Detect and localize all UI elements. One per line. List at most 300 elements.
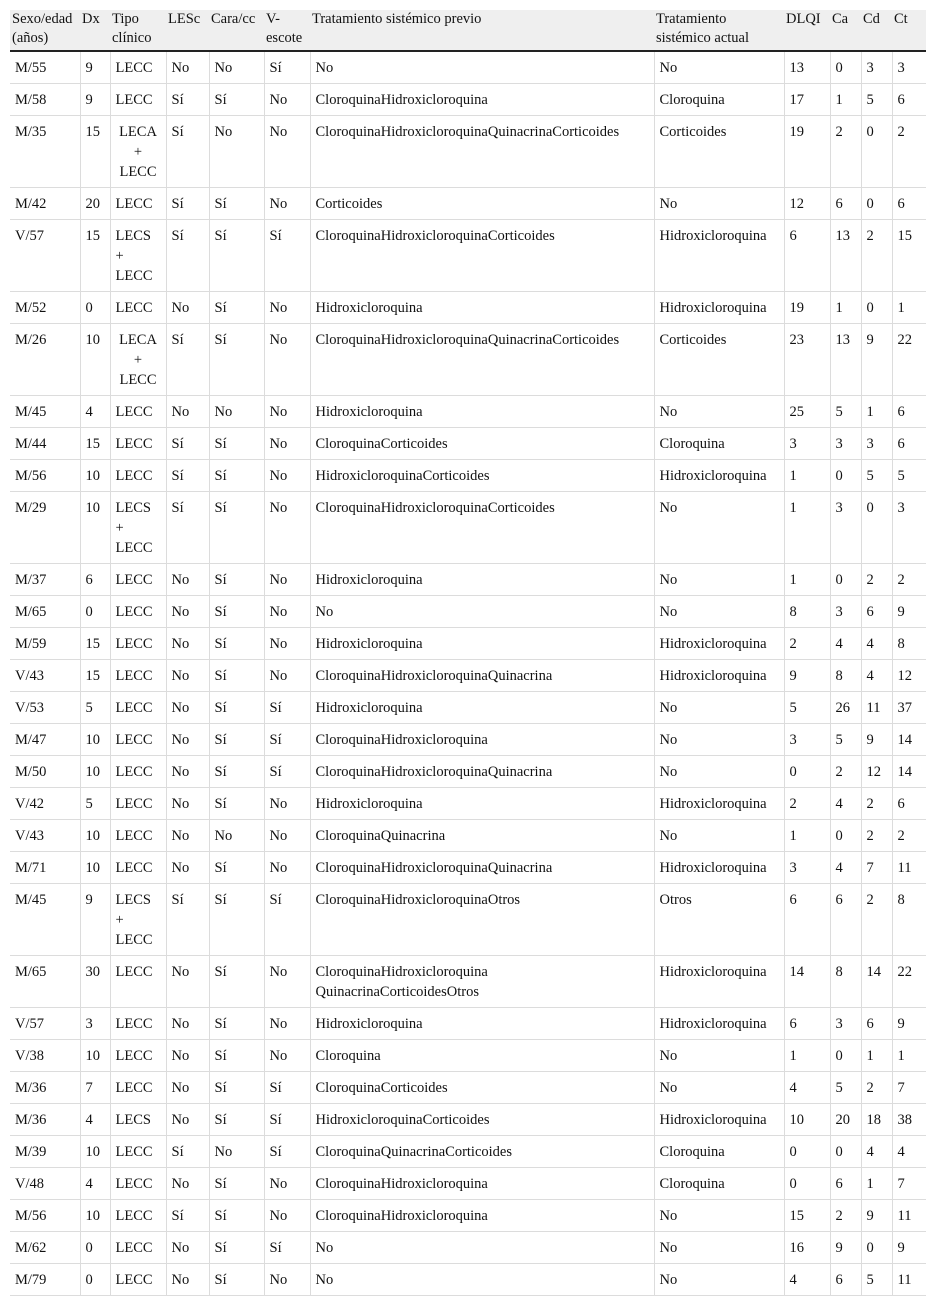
cell-tipo-clinico: LECC <box>110 84 166 116</box>
cell-cd: 1 <box>861 1168 892 1200</box>
cell-sexo-edad: V/43 <box>10 660 80 692</box>
cell-ca: 5 <box>830 724 861 756</box>
cell-dx: 15 <box>80 220 110 292</box>
cell-tratamiento-actual: Hidroxicloroquina <box>654 460 784 492</box>
cell-ca: 0 <box>830 1136 861 1168</box>
cell-lesc: No <box>166 1168 209 1200</box>
cell-tratamiento-previo: CloroquinaHidroxicloroquina <box>310 724 654 756</box>
cell-lesc: No <box>166 956 209 1008</box>
cell-cara-cc: Sí <box>209 692 264 724</box>
cell-ca: 6 <box>830 884 861 956</box>
cell-ca: 2 <box>830 756 861 788</box>
cell-ct: 14 <box>892 756 926 788</box>
cell-cd: 2 <box>861 220 892 292</box>
cell-lesc: Sí <box>166 1200 209 1232</box>
cell-tratamiento-previo: No <box>310 596 654 628</box>
cell-cd: 18 <box>861 1104 892 1136</box>
cell-v-escote: Sí <box>264 724 310 756</box>
cell-dlqi: 3 <box>784 428 830 460</box>
cell-sexo-edad: V/38 <box>10 1040 80 1072</box>
cell-tipo-clinico: LECC <box>110 756 166 788</box>
cell-tratamiento-previo: CloroquinaHidroxicloroquinaQuinacrinaCorticoides <box>310 324 654 396</box>
cell-dlqi: 6 <box>784 1008 830 1040</box>
cell-v-escote: Sí <box>264 51 310 84</box>
cell-dx: 10 <box>80 852 110 884</box>
cell-tratamiento-previo: Hidroxicloroquina <box>310 564 654 596</box>
cell-dx: 5 <box>80 692 110 724</box>
cell-v-escote: Sí <box>264 220 310 292</box>
cell-ct: 8 <box>892 884 926 956</box>
cell-cara-cc: Sí <box>209 956 264 1008</box>
header-dx: Dx <box>80 10 110 51</box>
cell-tratamiento-actual: No <box>654 188 784 220</box>
cell-lesc: No <box>166 628 209 660</box>
cell-tratamiento-previo: CloroquinaHidroxicloroquinaQuinacrina <box>310 660 654 692</box>
header-ca: Ca <box>830 10 861 51</box>
cell-tipo-clinico: LECC <box>110 788 166 820</box>
cell-sexo-edad: M/71 <box>10 852 80 884</box>
cell-tratamiento-previo: CloroquinaHidroxicloroquina <box>310 1200 654 1232</box>
cell-dx: 9 <box>80 84 110 116</box>
cell-dlqi: 4 <box>784 1072 830 1104</box>
cell-cd: 5 <box>861 1264 892 1296</box>
table-row <box>10 188 926 220</box>
cell-dlqi: 2 <box>784 788 830 820</box>
cell-v-escote: Sí <box>264 1072 310 1104</box>
cell-cara-cc: Sí <box>209 324 264 396</box>
cell-ct: 6 <box>892 84 926 116</box>
cell-ct: 15 <box>892 220 926 292</box>
cell-sexo-edad: M/50 <box>10 756 80 788</box>
cell-tipo-clinico: LECC <box>110 820 166 852</box>
cell-sexo-edad: M/62 <box>10 1232 80 1264</box>
cell-cara-cc: Sí <box>209 1072 264 1104</box>
cell-ca: 3 <box>830 492 861 564</box>
cell-v-escote: No <box>264 1008 310 1040</box>
cell-lesc: No <box>166 1264 209 1296</box>
cell-ct: 6 <box>892 396 926 428</box>
cell-cd: 0 <box>861 188 892 220</box>
cell-cara-cc: Sí <box>209 756 264 788</box>
table-row <box>10 852 926 884</box>
cell-v-escote: No <box>264 1200 310 1232</box>
cell-sexo-edad: M/56 <box>10 1200 80 1232</box>
cell-tratamiento-actual: No <box>654 724 784 756</box>
cell-tipo-clinico: LECC <box>110 956 166 1008</box>
cell-tratamiento-actual: No <box>654 492 784 564</box>
cell-dx: 4 <box>80 396 110 428</box>
header-dlqi: DLQI <box>784 10 830 51</box>
cell-dx: 20 <box>80 188 110 220</box>
cell-tratamiento-previo: No <box>310 1232 654 1264</box>
cell-v-escote: No <box>264 1168 310 1200</box>
cell-tipo-clinico: LECC <box>110 1040 166 1072</box>
cell-ct: 3 <box>892 51 926 84</box>
cell-ct: 6 <box>892 428 926 460</box>
cell-tratamiento-previo: Hidroxicloroquina <box>310 1008 654 1040</box>
table-row <box>10 220 926 292</box>
table-row <box>10 324 926 396</box>
cell-dx: 0 <box>80 292 110 324</box>
cell-cd: 5 <box>861 84 892 116</box>
cell-dx: 15 <box>80 116 110 188</box>
cell-ca: 2 <box>830 116 861 188</box>
cell-dlqi: 4 <box>784 1264 830 1296</box>
cell-lesc: No <box>166 292 209 324</box>
table-row <box>10 564 926 596</box>
header-cd: Cd <box>861 10 892 51</box>
cell-v-escote: Sí <box>264 1104 310 1136</box>
cell-cd: 2 <box>861 1072 892 1104</box>
cell-cd: 14 <box>861 956 892 1008</box>
cell-cara-cc: Sí <box>209 884 264 956</box>
cell-cd: 4 <box>861 628 892 660</box>
cell-tipo-clinico: LECS <box>110 1104 166 1136</box>
cell-tipo-clinico: LECC <box>110 1136 166 1168</box>
cell-cara-cc: No <box>209 820 264 852</box>
cell-v-escote: No <box>264 564 310 596</box>
cell-dlqi: 25 <box>784 396 830 428</box>
cell-cara-cc: No <box>209 1136 264 1168</box>
cell-dlqi: 14 <box>784 956 830 1008</box>
cell-tratamiento-actual: Hidroxicloroquina <box>654 220 784 292</box>
cell-tratamiento-actual: Hidroxicloroquina <box>654 628 784 660</box>
cell-ct: 22 <box>892 956 926 1008</box>
cell-sexo-edad: V/57 <box>10 1008 80 1040</box>
cell-v-escote: Sí <box>264 692 310 724</box>
cell-ca: 4 <box>830 788 861 820</box>
cell-ct: 2 <box>892 820 926 852</box>
cell-cara-cc: Sí <box>209 660 264 692</box>
cell-dlqi: 12 <box>784 188 830 220</box>
cell-tipo-clinico: LECC <box>110 292 166 324</box>
table-row <box>10 724 926 756</box>
cell-dlqi: 8 <box>784 596 830 628</box>
cell-cd: 2 <box>861 820 892 852</box>
cell-tipo-clinico: LECC <box>110 1200 166 1232</box>
cell-dx: 5 <box>80 788 110 820</box>
patients-table <box>10 10 926 1296</box>
cell-lesc: No <box>166 756 209 788</box>
cell-lesc: Sí <box>166 460 209 492</box>
cell-v-escote: No <box>264 292 310 324</box>
cell-sexo-edad: V/57 <box>10 220 80 292</box>
cell-dx: 7 <box>80 1072 110 1104</box>
cell-tratamiento-actual: No <box>654 1264 784 1296</box>
cell-cd: 9 <box>861 324 892 396</box>
cell-cd: 2 <box>861 884 892 956</box>
cell-v-escote: No <box>264 1040 310 1072</box>
cell-dlqi: 0 <box>784 1136 830 1168</box>
cell-tratamiento-previo: CloroquinaHidroxicloroquinaOtros <box>310 884 654 956</box>
cell-tratamiento-actual: Hidroxicloroquina <box>654 660 784 692</box>
cell-dx: 0 <box>80 596 110 628</box>
cell-ca: 1 <box>830 292 861 324</box>
cell-sexo-edad: M/45 <box>10 884 80 956</box>
cell-sexo-edad: M/45 <box>10 396 80 428</box>
cell-lesc: No <box>166 596 209 628</box>
cell-tipo-clinico: LECC <box>110 188 166 220</box>
cell-tipo-clinico: LECC <box>110 660 166 692</box>
table-row <box>10 788 926 820</box>
cell-dlqi: 2 <box>784 628 830 660</box>
cell-cd: 0 <box>861 292 892 324</box>
cell-tratamiento-actual: No <box>654 564 784 596</box>
cell-tipo-clinico: LECC <box>110 628 166 660</box>
cell-tratamiento-actual: Cloroquina <box>654 1168 784 1200</box>
cell-lesc: No <box>166 692 209 724</box>
cell-lesc: No <box>166 51 209 84</box>
table-row <box>10 756 926 788</box>
cell-ca: 6 <box>830 188 861 220</box>
cell-v-escote: No <box>264 820 310 852</box>
cell-lesc: Sí <box>166 116 209 188</box>
cell-tipo-clinico: LECC <box>110 1264 166 1296</box>
cell-dlqi: 1 <box>784 460 830 492</box>
cell-dx: 10 <box>80 460 110 492</box>
cell-cara-cc: Sí <box>209 428 264 460</box>
cell-v-escote: No <box>264 660 310 692</box>
cell-tratamiento-actual: No <box>654 51 784 84</box>
cell-tipo-clinico: LECC <box>110 724 166 756</box>
table-row <box>10 84 926 116</box>
cell-dx: 4 <box>80 1168 110 1200</box>
cell-ca: 13 <box>830 220 861 292</box>
cell-dx: 10 <box>80 1200 110 1232</box>
cell-cara-cc: Sí <box>209 292 264 324</box>
table-row <box>10 1072 926 1104</box>
cell-lesc: No <box>166 1232 209 1264</box>
header-tipo-clinico: Tipo clínico <box>110 10 166 51</box>
cell-tratamiento-actual: Hidroxicloroquina <box>654 788 784 820</box>
cell-dlqi: 3 <box>784 724 830 756</box>
cell-ca: 0 <box>830 460 861 492</box>
cell-ca: 5 <box>830 1072 861 1104</box>
cell-dx: 15 <box>80 628 110 660</box>
table-row <box>10 1264 926 1296</box>
cell-ca: 1 <box>830 84 861 116</box>
cell-cd: 2 <box>861 788 892 820</box>
cell-v-escote: No <box>264 628 310 660</box>
cell-dlqi: 1 <box>784 564 830 596</box>
table-row <box>10 116 926 188</box>
cell-dlqi: 9 <box>784 660 830 692</box>
cell-dx: 10 <box>80 820 110 852</box>
cell-cara-cc: No <box>209 51 264 84</box>
cell-dlqi: 19 <box>784 116 830 188</box>
cell-dx: 10 <box>80 492 110 564</box>
cell-lesc: Sí <box>166 188 209 220</box>
cell-dx: 15 <box>80 428 110 460</box>
cell-cd: 4 <box>861 1136 892 1168</box>
cell-ct: 12 <box>892 660 926 692</box>
cell-tipo-clinico: LECC <box>110 596 166 628</box>
cell-tratamiento-previo: CloroquinaHidroxicloroquinaQuinacrina <box>310 756 654 788</box>
cell-v-escote: Sí <box>264 1232 310 1264</box>
table-row <box>10 1200 926 1232</box>
cell-dlqi: 13 <box>784 51 830 84</box>
cell-tratamiento-previo: CloroquinaCorticoides <box>310 428 654 460</box>
cell-tratamiento-previo: CloroquinaQuinacrina <box>310 820 654 852</box>
cell-tratamiento-previo: CloroquinaHidroxicloroquina <box>310 1168 654 1200</box>
cell-tipo-clinico: LECC <box>110 1008 166 1040</box>
table-row <box>10 660 926 692</box>
cell-tipo-clinico: LECA + LECC <box>110 324 166 396</box>
cell-sexo-edad: M/56 <box>10 460 80 492</box>
cell-v-escote: No <box>264 852 310 884</box>
cell-v-escote: No <box>264 84 310 116</box>
cell-dlqi: 19 <box>784 292 830 324</box>
cell-ct: 22 <box>892 324 926 396</box>
cell-ct: 5 <box>892 460 926 492</box>
cell-tratamiento-actual: Hidroxicloroquina <box>654 1104 784 1136</box>
cell-ca: 4 <box>830 628 861 660</box>
cell-ct: 6 <box>892 188 926 220</box>
cell-cd: 5 <box>861 460 892 492</box>
cell-sexo-edad: M/36 <box>10 1072 80 1104</box>
cell-lesc: Sí <box>166 492 209 564</box>
cell-ct: 9 <box>892 596 926 628</box>
cell-dx: 0 <box>80 1232 110 1264</box>
cell-v-escote: Sí <box>264 884 310 956</box>
cell-tratamiento-previo: Cloroquina <box>310 1040 654 1072</box>
cell-cara-cc: Sí <box>209 492 264 564</box>
cell-ca: 6 <box>830 1168 861 1200</box>
cell-cd: 2 <box>861 564 892 596</box>
cell-v-escote: No <box>264 492 310 564</box>
cell-tratamiento-actual: Hidroxicloroquina <box>654 1008 784 1040</box>
cell-cd: 0 <box>861 1232 892 1264</box>
cell-lesc: No <box>166 852 209 884</box>
cell-sexo-edad: M/44 <box>10 428 80 460</box>
cell-tratamiento-actual: Cloroquina <box>654 1136 784 1168</box>
cell-cd: 6 <box>861 596 892 628</box>
cell-cara-cc: Sí <box>209 1104 264 1136</box>
cell-v-escote: No <box>264 324 310 396</box>
cell-dx: 3 <box>80 1008 110 1040</box>
cell-ct: 9 <box>892 1232 926 1264</box>
cell-lesc: No <box>166 1072 209 1104</box>
cell-lesc: No <box>166 660 209 692</box>
cell-ca: 20 <box>830 1104 861 1136</box>
cell-tipo-clinico: LECS + LECC <box>110 220 166 292</box>
cell-tipo-clinico: LECC <box>110 1168 166 1200</box>
document-page <box>10 10 926 1296</box>
cell-sexo-edad: M/37 <box>10 564 80 596</box>
cell-cd: 11 <box>861 692 892 724</box>
cell-lesc: No <box>166 1104 209 1136</box>
cell-cara-cc: Sí <box>209 788 264 820</box>
cell-tipo-clinico: LECC <box>110 1232 166 1264</box>
cell-v-escote: No <box>264 396 310 428</box>
cell-v-escote: No <box>264 188 310 220</box>
cell-cara-cc: Sí <box>209 1008 264 1040</box>
cell-sexo-edad: M/58 <box>10 84 80 116</box>
cell-sexo-edad: M/26 <box>10 324 80 396</box>
cell-tipo-clinico: LECC <box>110 428 166 460</box>
cell-dx: 0 <box>80 1264 110 1296</box>
cell-tipo-clinico: LECC <box>110 1072 166 1104</box>
cell-v-escote: No <box>264 956 310 1008</box>
table-row <box>10 51 926 84</box>
cell-lesc: Sí <box>166 884 209 956</box>
cell-v-escote: No <box>264 1264 310 1296</box>
cell-tratamiento-previo: Hidroxicloroquina <box>310 396 654 428</box>
cell-tratamiento-previo: Hidroxicloroquina <box>310 692 654 724</box>
cell-dx: 6 <box>80 564 110 596</box>
cell-ct: 9 <box>892 1008 926 1040</box>
cell-tratamiento-previo: CloroquinaHidroxicloroquina QuinacrinaCorticoidesOtros <box>310 956 654 1008</box>
cell-ca: 26 <box>830 692 861 724</box>
cell-tipo-clinico: LECC <box>110 852 166 884</box>
cell-ca: 6 <box>830 1264 861 1296</box>
cell-lesc: No <box>166 396 209 428</box>
cell-lesc: No <box>166 788 209 820</box>
cell-tipo-clinico: LECC <box>110 460 166 492</box>
cell-lesc: No <box>166 724 209 756</box>
cell-sexo-edad: M/47 <box>10 724 80 756</box>
cell-cara-cc: Sí <box>209 564 264 596</box>
cell-tratamiento-previo: CloroquinaQuinacrinaCorticoides <box>310 1136 654 1168</box>
cell-ct: 1 <box>892 1040 926 1072</box>
cell-tratamiento-actual: No <box>654 692 784 724</box>
table-row <box>10 396 926 428</box>
cell-dlqi: 5 <box>784 692 830 724</box>
cell-cd: 1 <box>861 1040 892 1072</box>
cell-lesc: No <box>166 820 209 852</box>
cell-sexo-edad: V/43 <box>10 820 80 852</box>
cell-tratamiento-previo: CloroquinaHidroxicloroquinaQuinacrinaCorticoides <box>310 116 654 188</box>
table-row <box>10 492 926 564</box>
cell-lesc: Sí <box>166 84 209 116</box>
cell-tratamiento-previo: CloroquinaCorticoides <box>310 1072 654 1104</box>
cell-cara-cc: No <box>209 116 264 188</box>
cell-ca: 0 <box>830 1040 861 1072</box>
cell-v-escote: Sí <box>264 1136 310 1168</box>
cell-tratamiento-actual: No <box>654 820 784 852</box>
cell-cd: 4 <box>861 660 892 692</box>
cell-cara-cc: Sí <box>209 1264 264 1296</box>
cell-tratamiento-previo: Corticoides <box>310 188 654 220</box>
cell-tratamiento-actual: Cloroquina <box>654 84 784 116</box>
cell-ct: 6 <box>892 788 926 820</box>
cell-tratamiento-actual: Cloroquina <box>654 428 784 460</box>
cell-sexo-edad: M/65 <box>10 956 80 1008</box>
cell-tratamiento-previo: Hidroxicloroquina <box>310 292 654 324</box>
cell-dlqi: 16 <box>784 1232 830 1264</box>
cell-ct: 11 <box>892 1200 926 1232</box>
cell-cara-cc: Sí <box>209 852 264 884</box>
table-row <box>10 1008 926 1040</box>
table-row <box>10 884 926 956</box>
cell-dx: 10 <box>80 724 110 756</box>
cell-sexo-edad: V/42 <box>10 788 80 820</box>
cell-v-escote: No <box>264 460 310 492</box>
cell-sexo-edad: M/29 <box>10 492 80 564</box>
cell-tipo-clinico: LECA + LECC <box>110 116 166 188</box>
cell-tratamiento-actual: No <box>654 1232 784 1264</box>
cell-lesc: Sí <box>166 428 209 460</box>
cell-tratamiento-actual: Otros <box>654 884 784 956</box>
cell-tratamiento-previo: CloroquinaHidroxicloroquina <box>310 84 654 116</box>
table-row <box>10 1168 926 1200</box>
cell-tratamiento-actual: No <box>654 1072 784 1104</box>
cell-dlqi: 0 <box>784 756 830 788</box>
cell-dlqi: 1 <box>784 1040 830 1072</box>
cell-ca: 3 <box>830 1008 861 1040</box>
cell-lesc: No <box>166 1008 209 1040</box>
table-row <box>10 596 926 628</box>
